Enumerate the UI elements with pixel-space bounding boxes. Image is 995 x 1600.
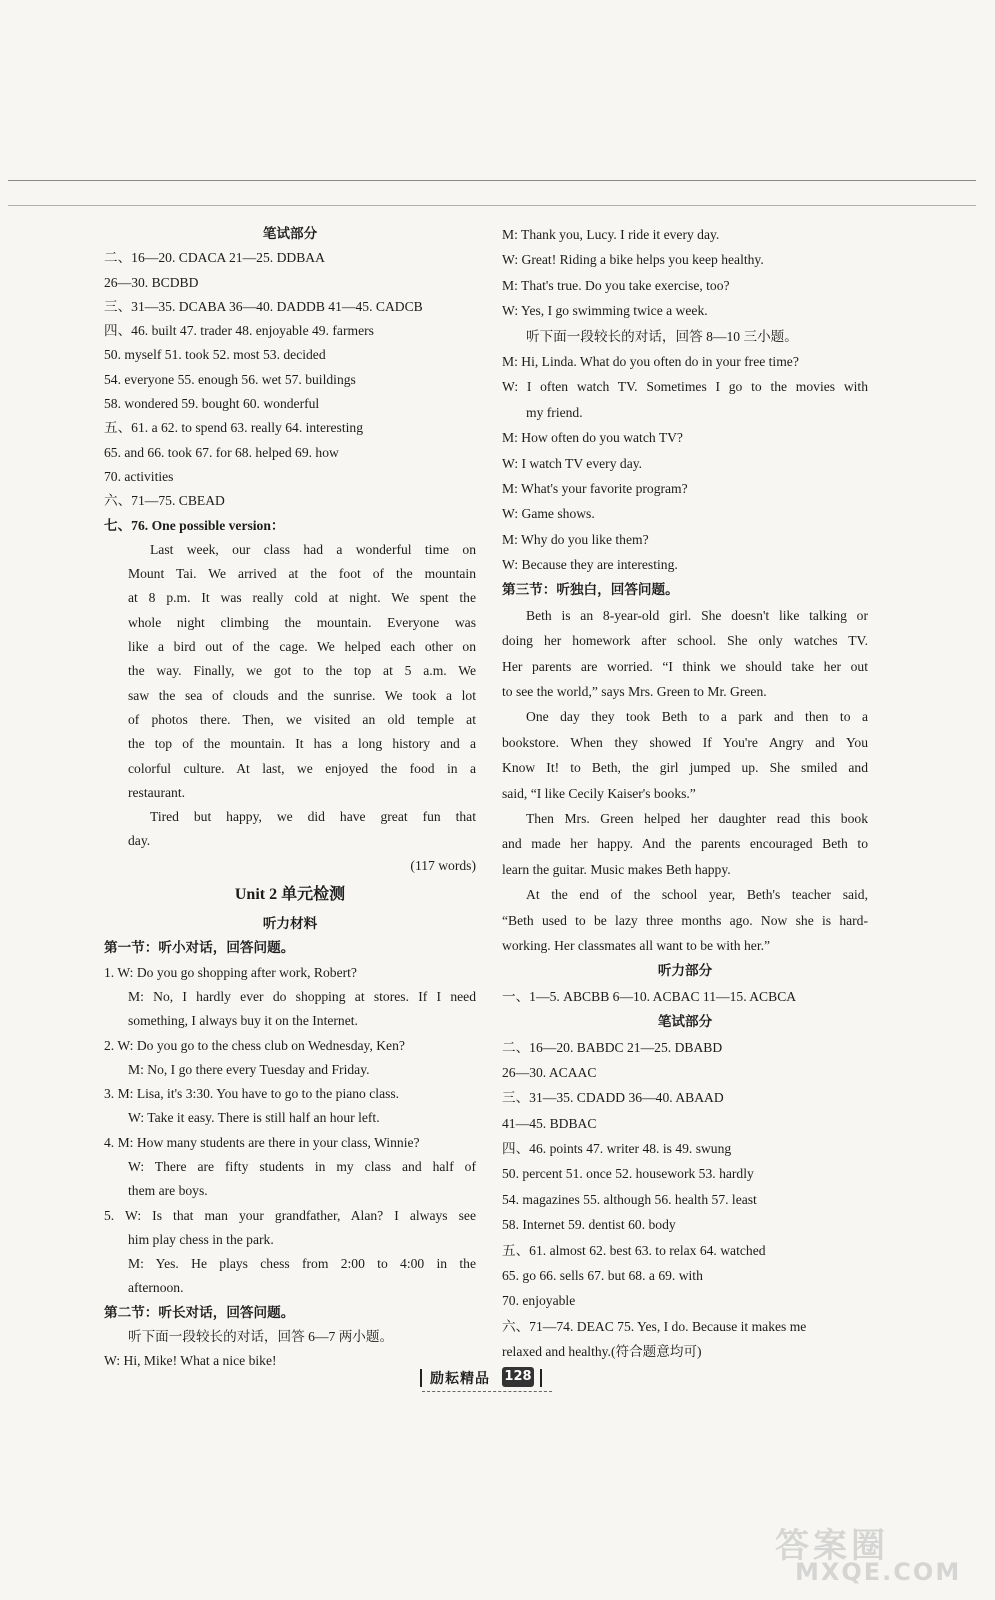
answer-line: relaxed and healthy.(符合题意均可): [502, 1344, 702, 1360]
dialog-line: W: There are fifty students in my class and half of: [128, 1158, 476, 1174]
dialog-line: W: Yes, I go swimming twice a week.: [502, 303, 708, 319]
dialog-line: W: Hi, Mike! What a nice bike!: [104, 1353, 277, 1369]
essay-line: day.: [128, 833, 151, 849]
monologue-line: Then Mrs. Green helped her daughter read this book: [526, 810, 868, 826]
essay-line: the top of the mountain. It has a long history and a: [128, 736, 476, 752]
right-column: [502, 222, 868, 1365]
watermark-logo: [765, 1518, 983, 1586]
answer-line: 65. go 66. sells 67. but 68. a 69. with: [502, 1268, 703, 1284]
dialog-line: M: No, I go there every Tuesday and Friday.: [128, 1061, 370, 1077]
answer-line: 54. magazines 55. although 56. health 57. least: [502, 1191, 757, 1207]
essay-line: like a bird out of the cage. We helped each other on: [128, 639, 476, 655]
dialog-line: something, I always buy it on the Internet.: [128, 1013, 358, 1029]
monologue-line: bookstore. When they showed If You're Angry and You: [502, 734, 868, 750]
top-rule: [8, 180, 976, 181]
essay-line: colorful culture. At last, we enjoyed the food in a: [128, 760, 476, 776]
brand-label: 励耘精品: [430, 1371, 490, 1387]
monologue-line: doing her homework after school. She only watches TV.: [502, 633, 868, 649]
dialog-line: W: Great! Riding a bike helps you keep healthy.: [502, 252, 764, 268]
dialog-line: W: I often watch TV. Sometimes I go to the movies with: [502, 379, 868, 395]
essay-line: restaurant.: [128, 784, 185, 800]
monologue-line: learn the guitar. Music makes Beth happy.: [502, 861, 731, 877]
page-footer: [420, 1367, 560, 1391]
written-heading: 笔试部分: [262, 226, 318, 241]
essay-line: the way. Finally, we got to the top at 5 a.m. We: [128, 663, 476, 679]
top-rule-2: [8, 205, 976, 206]
dialog-line: W: I watch TV every day.: [502, 455, 643, 471]
answer-line: 三、31—35. CDADD 36—40. ABAAD: [502, 1090, 724, 1106]
answer-line: 70. enjoyable: [502, 1293, 576, 1309]
answer-line: 26—30. ACAAC: [502, 1064, 597, 1080]
dialog-line: M: Hi, Linda. What do you often do in your free time?: [502, 353, 799, 369]
dialog-line: afternoon.: [128, 1280, 184, 1296]
answer-line: 六、71—74. DEAC 75. Yes, I do. Because it makes me: [502, 1318, 807, 1334]
answer-line: 41—45. BDBAC: [502, 1115, 597, 1131]
section-heading: 第二节：听长对话，回答问题。: [104, 1304, 295, 1320]
essay-heading: 七、76. One possible version：: [104, 517, 285, 533]
watermark-text: 答案圈: [775, 1526, 889, 1566]
footer-bar: [540, 1369, 542, 1387]
answer-line: 70. activities: [104, 468, 174, 484]
section-intro: 听下面一段较长的对话，回答 6—7 两小题。: [128, 1329, 394, 1345]
dialog-line: my friend.: [526, 404, 583, 420]
left-column: [104, 222, 476, 1374]
monologue-line: working. Her classmates all want to be with her.”: [502, 937, 771, 953]
monologue-line: “Beth used to be lazy three months ago. Now she is hard-: [502, 912, 868, 928]
monologue-line: One day they took Beth to a park and then to a: [526, 709, 868, 725]
answer-line: 四、46. points 47. writer 48. is 49. swung: [502, 1141, 732, 1157]
section-heading: 第三节：听独白，回答问题。: [502, 582, 679, 598]
answer-line: 65. and 66. took 67. for 68. helped 69. how: [104, 444, 339, 460]
essay-line: Mount Tai. We arrived at the foot of the mountain: [128, 566, 476, 582]
monologue-line: to see the world,” says Mrs. Green to Mr. Green.: [502, 684, 767, 700]
dialog-line: M: What's your favorite program?: [502, 480, 688, 496]
monologue-line: At the end of the school year, Beth's teacher said,: [526, 887, 868, 903]
watermark-url: MXQE.COM: [795, 1558, 962, 1586]
essay-line: at 8 p.m. It was really cold at night. We spent the: [128, 590, 476, 606]
dialog-line: 1. W: Do you go shopping after work, Robert?: [104, 964, 357, 980]
dialog-line: M: Thank you, Lucy. I ride it every day.: [502, 227, 720, 242]
answer-line: 58. Internet 59. dentist 60. body: [502, 1217, 676, 1233]
answer-line: 五、61. a 62. to spend 63. really 64. interesting: [104, 420, 363, 436]
dialog-line: 3. M: Lisa, it's 3:30. You have to go to the piano class.: [104, 1086, 400, 1102]
dialog-line: M: How often do you watch TV?: [502, 430, 683, 446]
answer-line: 50. percent 51. once 52. housework 53. hardly: [502, 1166, 754, 1182]
dialog-line: W: Game shows.: [502, 506, 595, 522]
monologue-line: and made her happy. And the parents encouraged Beth to: [502, 836, 868, 852]
monologue-line: said, “I like Cecily Kaiser's books.”: [502, 785, 696, 801]
answer-line: 六、71—75. CBEAD: [104, 493, 225, 509]
answer-line: 二、16—20. BABDC 21—25. DBABD: [502, 1039, 723, 1055]
dialog-line: 5. W: Is that man your grandfather, Alan? I always see: [104, 1207, 476, 1223]
essay-line: Tired but happy, we did have great fun that: [150, 809, 476, 825]
essay-line: of photos there. Then, we visited an old temple at: [128, 711, 476, 727]
section-intro: 听下面一段较长的对话，回答 8—10 三小题。: [526, 328, 798, 344]
unit-title: Unit 2 单元检测: [234, 886, 346, 904]
essay-line: Last week, our class had a wonderful time on: [150, 541, 476, 557]
dialog-line: 2. W: Do you go to the chess club on Wednesday, Ken?: [104, 1037, 405, 1053]
dialog-line: M: No, I hardly ever do shopping at stores. If I need: [128, 988, 476, 1004]
dialog-line: M: That's true. Do you take exercise, too?: [502, 277, 730, 293]
answer-line: 三、31—35. DCABA 36—40. DADDB 41—45. CADCB: [104, 298, 423, 314]
answer-line: 58. wondered 59. bought 60. wonderful: [104, 396, 320, 412]
answer-line: 26—30. BCDBD: [104, 274, 199, 290]
listening-title: 听力材料: [262, 916, 318, 932]
word-count: (117 words): [410, 857, 476, 873]
answer-line: 一、1—5. ABCBB 6—10. ACBAC 11—15. ACBCA: [502, 988, 797, 1004]
page-number: 128: [502, 1367, 534, 1387]
dialog-line: him play chess in the park.: [128, 1231, 274, 1247]
essay-line: saw the sea of clouds and the sunrise. We took a lot: [128, 687, 476, 703]
dialog-line: 4. M: How many students are there in your class, Winnie?: [104, 1134, 420, 1150]
listening-heading: 听力部分: [657, 963, 713, 979]
dialog-line: W: Take it easy. There is still half an hour left.: [128, 1110, 380, 1126]
answer-line: 五、61. almost 62. best 63. to relax 64. watched: [502, 1242, 766, 1258]
answer-line: 四、46. built 47. trader 48. enjoyable 49. farmers: [104, 323, 374, 339]
monologue-line: Her parents are worried. “I think we should take her out: [502, 658, 868, 674]
footer-bar: [420, 1369, 422, 1387]
dialog-line: M: Yes. He plays chess from 2:00 to 4:00 in the: [128, 1256, 476, 1272]
dialog-line: M: Why do you like them?: [502, 531, 649, 547]
monologue-line: Know It! to Beth, the girl jumped up. She smiled and: [502, 760, 868, 776]
footer-dash: [422, 1391, 552, 1392]
written-heading: 笔试部分: [657, 1014, 713, 1030]
answer-line: 二、16—20. CDACA 21—25. DDBAA: [104, 250, 325, 266]
section-heading: 第一节：听小对话，回答问题。: [104, 940, 295, 956]
dialog-line: W: Because they are interesting.: [502, 557, 678, 573]
essay-line: whole night climbing the mountain. Everyone was: [128, 614, 476, 630]
answer-line: 50. myself 51. took 52. most 53. decided: [104, 347, 326, 363]
monologue-line: Beth is an 8-year-old girl. She doesn't like talking or: [526, 607, 868, 623]
dialog-line: them are boys.: [128, 1183, 208, 1199]
answer-line: 54. everyone 55. enough 56. wet 57. buildings: [104, 371, 356, 387]
